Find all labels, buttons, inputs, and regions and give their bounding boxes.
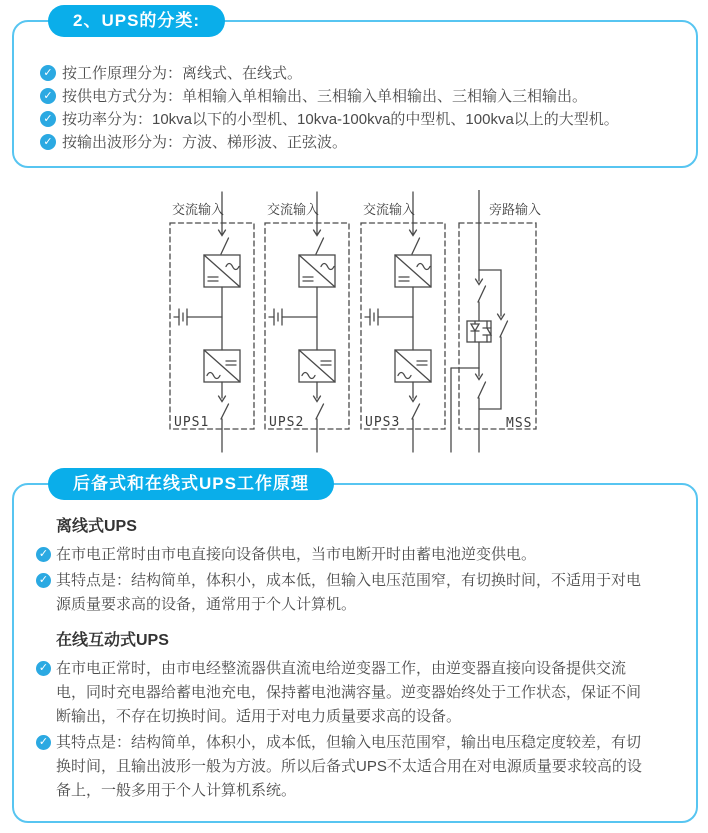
check-icon: ✓ [36, 735, 51, 750]
ups-schematic-figure [144, 190, 564, 455]
check-icon: ✓ [40, 88, 56, 104]
line-interactive-ups-group [36, 631, 652, 803]
list-item-text: 在市电正常时由市电直接向设备供电，当市电断开时由蓄电池逆变供电。 [56, 546, 537, 563]
classification-list [40, 62, 676, 154]
list-item [36, 543, 652, 567]
ups-classification-card [12, 11, 698, 168]
list-item [40, 108, 676, 131]
ac-input-label: 交流输入 [172, 202, 225, 217]
ac-input-label: 交流输入 [267, 202, 320, 217]
ups2-module [265, 192, 349, 452]
mss-label: MSS [506, 416, 533, 431]
ups3-module [361, 192, 445, 452]
working-principle-card [12, 474, 698, 823]
check-icon: ✓ [36, 547, 51, 562]
offline-ups-heading: 离线式UPS [56, 518, 137, 535]
offline-ups-list [36, 543, 652, 617]
line-interactive-ups-list [36, 657, 652, 803]
list-item [36, 569, 652, 617]
list-item-text: 按供电方式分为：单相输入单相输出、三相输入单相输出、三相输入三相输出。 [62, 88, 588, 105]
list-item [40, 131, 676, 154]
check-icon: ✓ [40, 134, 56, 150]
list-item-text: 其特点是：结构简单，体积小，成本低，但输入电压范围窄，有切换时间，不适用于对电源质量要求高的设备，通常用于个人计算机。 [56, 572, 642, 613]
bypass-input-label: 旁路输入 [489, 202, 542, 217]
list-item-text: 在市电正常时，由市电经整流器供直流电给逆变器工作，由逆变器直接向设备提供交流电，同时充电器给蓄电池充电，保持蓄电池满容量。逆变器始终处于工作状态，保证不间断输出，不存在切换时间。适用于对电力质量要求高的设备。 [56, 660, 642, 725]
ups3-label: UPS3 [365, 415, 401, 430]
check-icon: ✓ [40, 65, 56, 81]
list-item-text: 按功率分为：10kva以下的小型机、10kva-100kva的中型机、100kva以上的大型机。 [62, 111, 619, 128]
check-icon: ✓ [36, 573, 51, 588]
offline-ups-group [36, 517, 652, 617]
list-item [40, 62, 676, 85]
check-icon: ✓ [40, 111, 56, 127]
ups-schematic-svg [144, 190, 564, 455]
list-item [40, 85, 676, 108]
bypass-mss-branch [451, 190, 541, 452]
list-item [36, 657, 652, 729]
ups1-module [170, 192, 254, 452]
section-title-pill: 后备式和在线式UPS工作原理 [48, 468, 334, 500]
line-interactive-ups-heading: 在线互动式UPS [56, 632, 169, 649]
ups1-label: UPS1 [174, 415, 210, 430]
check-icon: ✓ [36, 661, 51, 676]
ac-input-label: 交流输入 [363, 202, 416, 217]
list-item-text: 其特点是：结构简单，体积小，成本低，但输入电压范围窄，输出电压稳定度较差，有切换时间，且输出波形一般为方波。所以后备式UPS不太适合用在对电源质量要求较高的设备上，一般多用于个人计算机系统。 [56, 734, 642, 799]
list-item [36, 731, 652, 803]
list-item-text: 按工作原理分为：离线式、在线式。 [62, 65, 303, 82]
section-title-pill: 2、UPS的分类: [48, 5, 225, 37]
ups2-label: UPS2 [269, 415, 305, 430]
list-item-text: 按输出波形分为：方波、梯形波、正弦波。 [62, 134, 348, 151]
